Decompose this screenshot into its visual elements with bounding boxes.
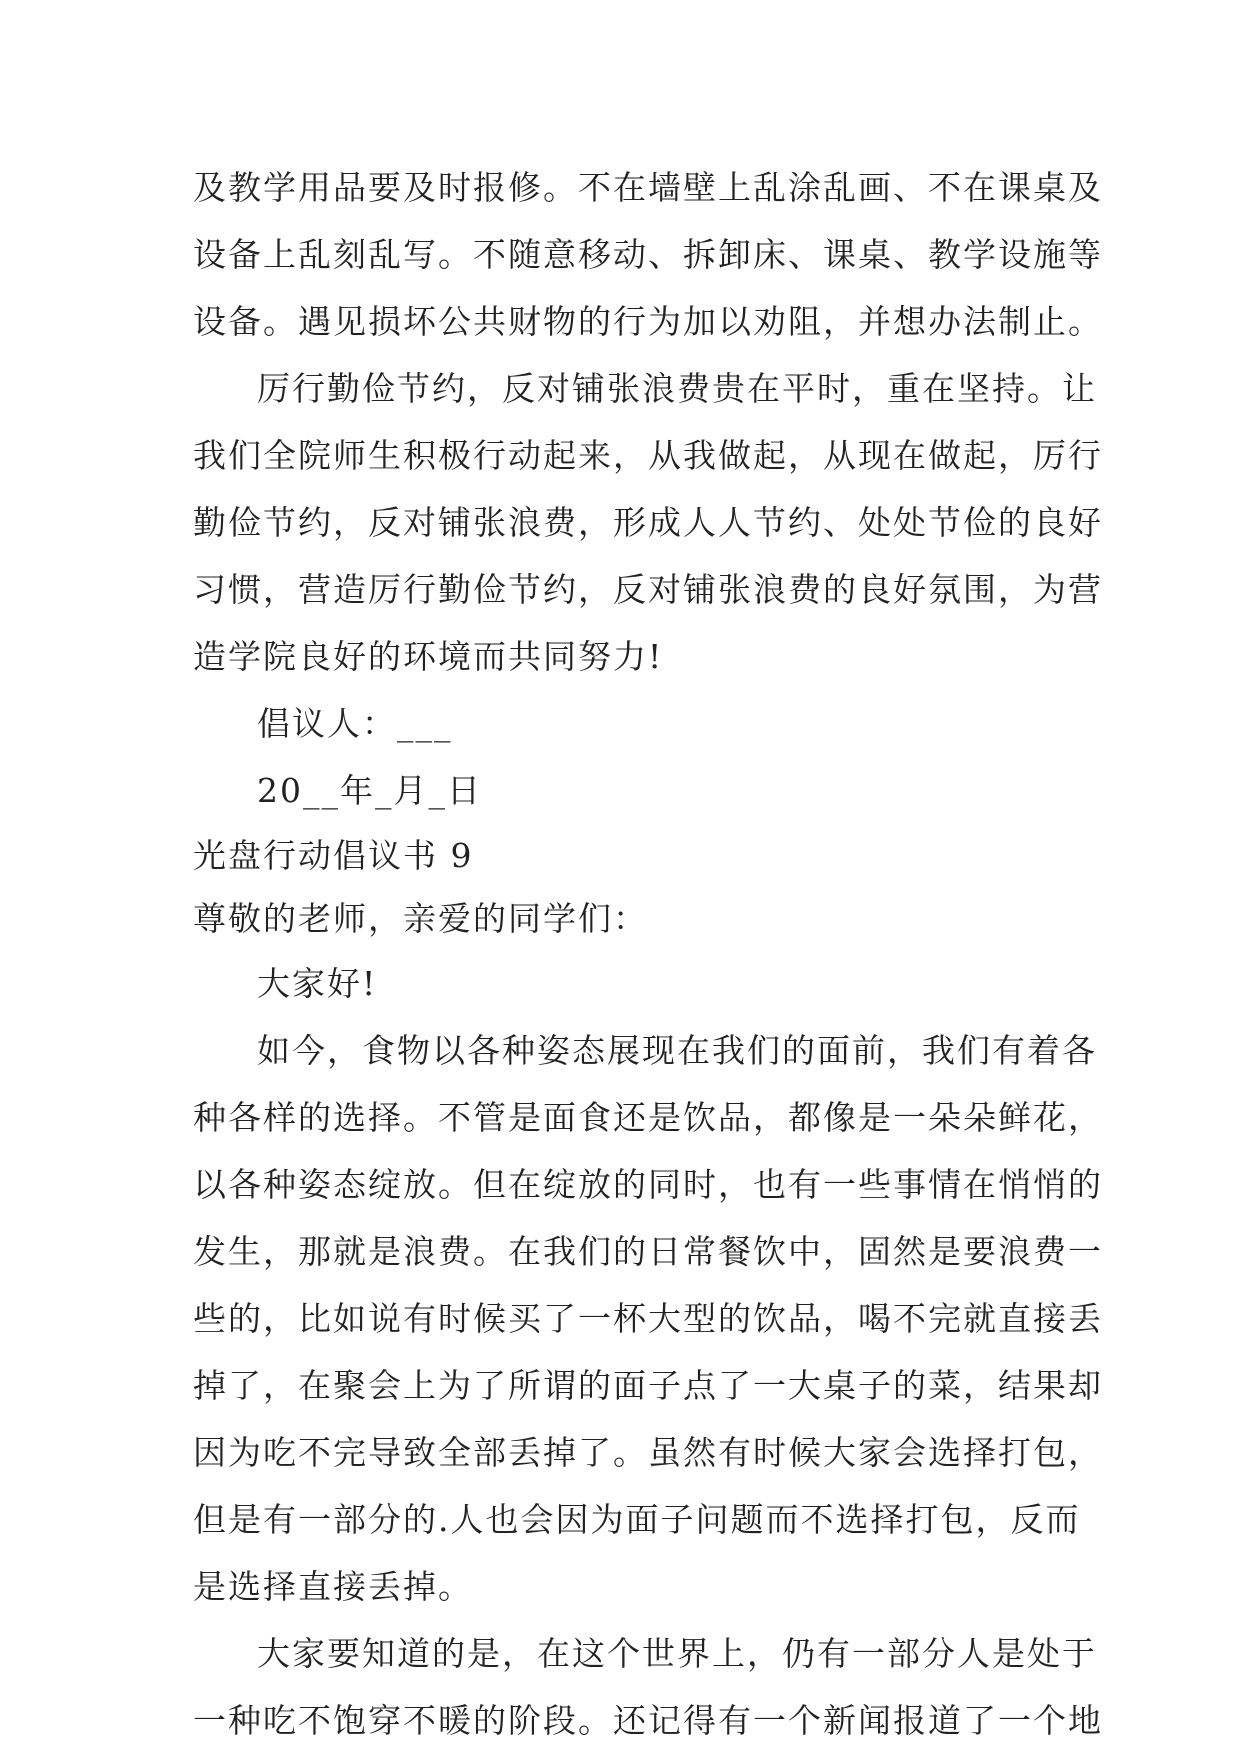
text-line: 造学院良好的环境而共同努力! [193,637,664,676]
greeting: 大家好! [257,964,378,1003]
proposer-line: 倡议人：___ [257,704,453,743]
text-line: 是选择直接丢掉。 [193,1567,473,1606]
text-line: 种各样的选择。不管是面食还是饮品，都像是一朵朵鲜花， [193,1098,1103,1137]
text-line: 习惯，营造厉行勤俭节约，反对铺张浪费的良好氛围，为营 [193,570,1103,609]
paragraph-first-line: 厉行勤俭节约，反对铺张浪费贵在平时，重在坚持。让 [257,369,1097,408]
text-line: 设备上乱刻乱写。不随意移动、拆卸床、课桌、教学设施等 [193,235,1103,274]
text-line: 设备。遇见损坏公共财物的行为加以劝阻，并想办法制止。 [193,302,1103,341]
text-line: 勤俭节约，反对铺张浪费，形成人人节约、处处节俭的良好 [193,503,1103,542]
text-line: 及教学用品要及时报修。不在墙壁上乱涂乱画、不在课桌及 [193,168,1103,207]
salutation: 尊敬的老师，亲爱的同学们： [193,899,648,938]
text-line: 我们全院师生积极行动起来，从我做起，从现在做起，厉行 [193,436,1103,475]
text-line: 但是有一部分的.人也会因为面子问题而不选择打包，反而 [193,1500,1081,1539]
document-page [193,154,1103,1754]
text-line: 因为吃不完导致全部丢掉了。虽然有时候大家会选择打包， [193,1433,1103,1472]
date-line: 20__年_月_日 [257,771,482,810]
text-line: 一种吃不饱穿不暖的阶段。还记得有一个新闻报道了一个地 [193,1701,1103,1740]
text-line: 发生，那就是浪费。在我们的日常餐饮中，固然是要浪费一 [193,1232,1103,1271]
section-title: 光盘行动倡议书 9 [193,836,474,875]
paragraph-first-line: 如今，食物以各种姿态展现在我们的面前，我们有着各 [257,1031,1097,1070]
text-line: 掉了，在聚会上为了所谓的面子点了一大桌子的菜，结果却 [193,1366,1103,1405]
text-line: 些的，比如说有时候买了一杯大型的饮品，喝不完就直接丢 [193,1299,1103,1338]
text-line: 以各种姿态绽放。但在绽放的同时，也有一些事情在悄悄的 [193,1165,1103,1204]
paragraph-first-line: 大家要知道的是，在这个世界上，仍有一部分人是处于 [257,1634,1097,1673]
